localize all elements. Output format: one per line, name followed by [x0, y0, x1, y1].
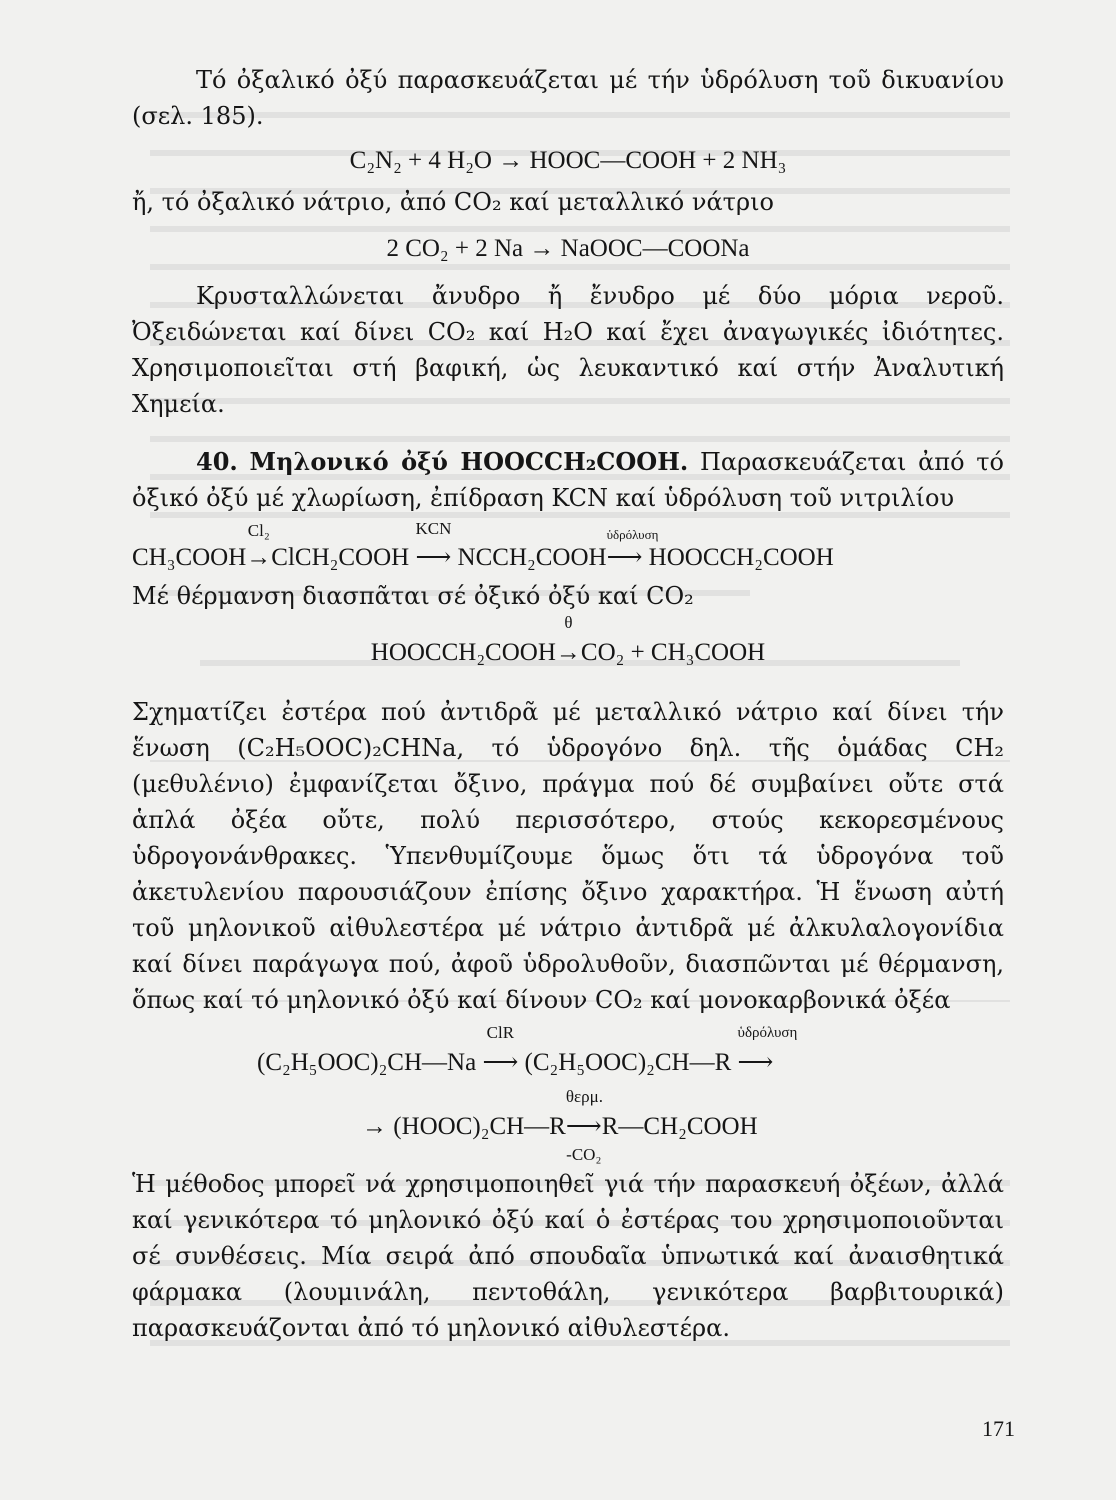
- eq4-left: HOOCCH₂COOH: [370, 639, 556, 666]
- equation-sodium-oxalate: [132, 232, 1004, 266]
- equation-decarboxylation-product: [132, 1087, 1004, 1164]
- equation-alkylation: [132, 1023, 1004, 1080]
- eq3-arrow1: → Cl₂: [246, 521, 272, 571]
- eq5-arrow1: ⟶ ClR: [482, 1023, 519, 1076]
- eq3-s3: NCCH₂COOH: [457, 544, 607, 571]
- equation-malonic-synthesis: [132, 519, 1004, 578]
- equation-dicyanide-hydrolysis: [132, 144, 1004, 178]
- eq1-arrow: →: [498, 147, 524, 174]
- eq4-right: CO₂ + CH₃COOH: [580, 639, 766, 666]
- eq3-s2: ClCH₂COOH: [271, 544, 410, 571]
- alt-prep-line: ἤ, τό ὀξαλικό νάτριο, ἀπό CO₂ καί μεταλλικό νάτριο: [132, 188, 774, 216]
- eq5-reagent1: ClR: [486, 1023, 515, 1042]
- eq5-reagent2: ὑδρόλυση: [737, 1025, 798, 1041]
- malonic-ester-paragraph: Σχηματίζει ἐστέρα πού ἀντιδρᾶ μέ μεταλλικό νάτριο καί δίνει τήν ἕνωση (C₂H₅OOC)₂CHNa, τό ὑδρογόνο δηλ. τῆς ὁμάδας CH₂ (μεθυλένιο) ἐμφανίζεται ὄξινο, πράγμα πού δέ συμβαίνει οὔτε στά ἁπλά ὀξέα οὔτε, πολύ περισσότερο, στούς κεκορεσμένους ὑδρογονάνθρακες. Ὑπενθυμίζουμε ὅμως ὅτι τά ὑδρογόνα τοῦ ἀκετυλενίου παρουσιάζουν ἐπίσης ὄξινο χαρακτήρα. Ἡ ἕνωση αὐτή τοῦ μηλονικοῦ αἰθυλεστέρα μέ νάτριο ἀντιδρᾶ μέ ἀλκυλαλογονίδια καί δίνει παράγωγα πού, ἀφοῦ ὑδρολυθοῦν, διασπῶνται μέ θέρμανση, ὅπως καί τό μηλονικό ὀξύ καί δίνουν CO₂ καί μονοκαρβονικά ὀξέα: [132, 698, 1004, 1014]
- eq6-under: -CO₂: [566, 1145, 602, 1164]
- section-text: Παρασκευάζεται ἀπό τό ὀξικό ὀξύ μέ χλωρίωση, ἐπίδραση KCN καί ὑδρόλυση τοῦ νιτριλίου: [132, 448, 1004, 512]
- eq6-end: R—CH₂COOH: [601, 1113, 758, 1140]
- eq3-s4: HOOCCH₂COOH: [648, 544, 834, 571]
- malonic-section-paragraph: [132, 444, 1004, 516]
- book-page: [132, 62, 1004, 1346]
- page-number: 171: [982, 1416, 1015, 1441]
- eq5-arrow2: ⟶ ὑδρόλυση: [737, 1025, 798, 1076]
- intro-paragraph: Τό ὀξαλικό ὀξύ παρασκευάζεται μέ τήν ὑδρόλυση τοῦ δικυανίου (σελ. 185).: [132, 66, 1004, 130]
- eq1-left: C₂N₂ + 4 H₂O: [349, 147, 492, 174]
- section-number: 40.: [196, 447, 238, 476]
- eq3-s1: CH₃COOH: [132, 544, 247, 571]
- eq3-arrow3: ⟶ ὑδρόλυση: [606, 527, 659, 571]
- eq5-left: (C₂H₅OOC)₂CH—Na: [257, 1049, 477, 1076]
- final-paragraph: Ἡ μέθοδος μπορεῖ νά χρησιμοποιηθεῖ γιά τήν παρασκευή ὀξέων, ἀλλά καί γενικότερα τό μηλονικό ὀξύ καί ὁ ἐστέρας του χρησιμοποιοῦνται σέ συνθέσεις. Μία σειρά ἀπό σπουδαῖα ὑπνωτικά καί ἀναισθητικά φάρμακα (λουμινάλη, πεντοθάλη, γενικότερα βαρβιτουρικά) παρασκευάζονται ἀπό τό μηλονικό αἰθυλεστέρα.: [132, 1170, 1004, 1342]
- section-title: Μηλονικό ὀξύ HOOCCH₂COOH.: [249, 447, 689, 476]
- equation-malonic-decarboxylation: [132, 613, 1004, 670]
- eq6-over: θερμ.: [565, 1087, 603, 1106]
- eq3-reagent2: KCN: [415, 519, 452, 538]
- eq2-left: 2 CO₂ + 2 Na: [386, 235, 524, 262]
- eq6-start: → (HOOC)₂CH—R: [362, 1113, 566, 1140]
- eq5-mid: (C₂H₅OOC)₂CH—R: [524, 1049, 732, 1076]
- eq2-right: NaOOC—COONa: [560, 235, 750, 262]
- eq3-reagent1: Cl₂: [247, 521, 270, 540]
- heat-decomposition-line: Μέ θέρμανση διασπᾶται σέ ὀξικό ὀξύ καί CO₂: [132, 582, 694, 610]
- eq3-arrow2: ⟶ KCN: [415, 519, 452, 571]
- eq1-right: HOOC—COOH + 2 NH₃: [529, 147, 787, 174]
- eq4-condition: θ: [564, 613, 573, 632]
- eq4-arrow: → θ: [555, 613, 581, 666]
- eq6-arrow: ⟶ θερμ. -CO₂: [565, 1087, 603, 1164]
- eq2-arrow: →: [529, 235, 555, 262]
- oxalic-properties-paragraph: Κρυσταλλώνεται ἄνυδρο ἤ ἔνυδρο μέ δύο μόρια νεροῦ. Ὀξειδώνεται καί δίνει CO₂ καί H₂O καί ἔχει ἀναγωγικές ἰδιότητες. Χρησιμοποιεῖται στή βαφική, ὡς λευκαντικό καί στήν Ἀναλυτική Χημεία.: [132, 282, 1004, 418]
- eq3-reagent3: ὑδρόλυση: [606, 527, 659, 542]
